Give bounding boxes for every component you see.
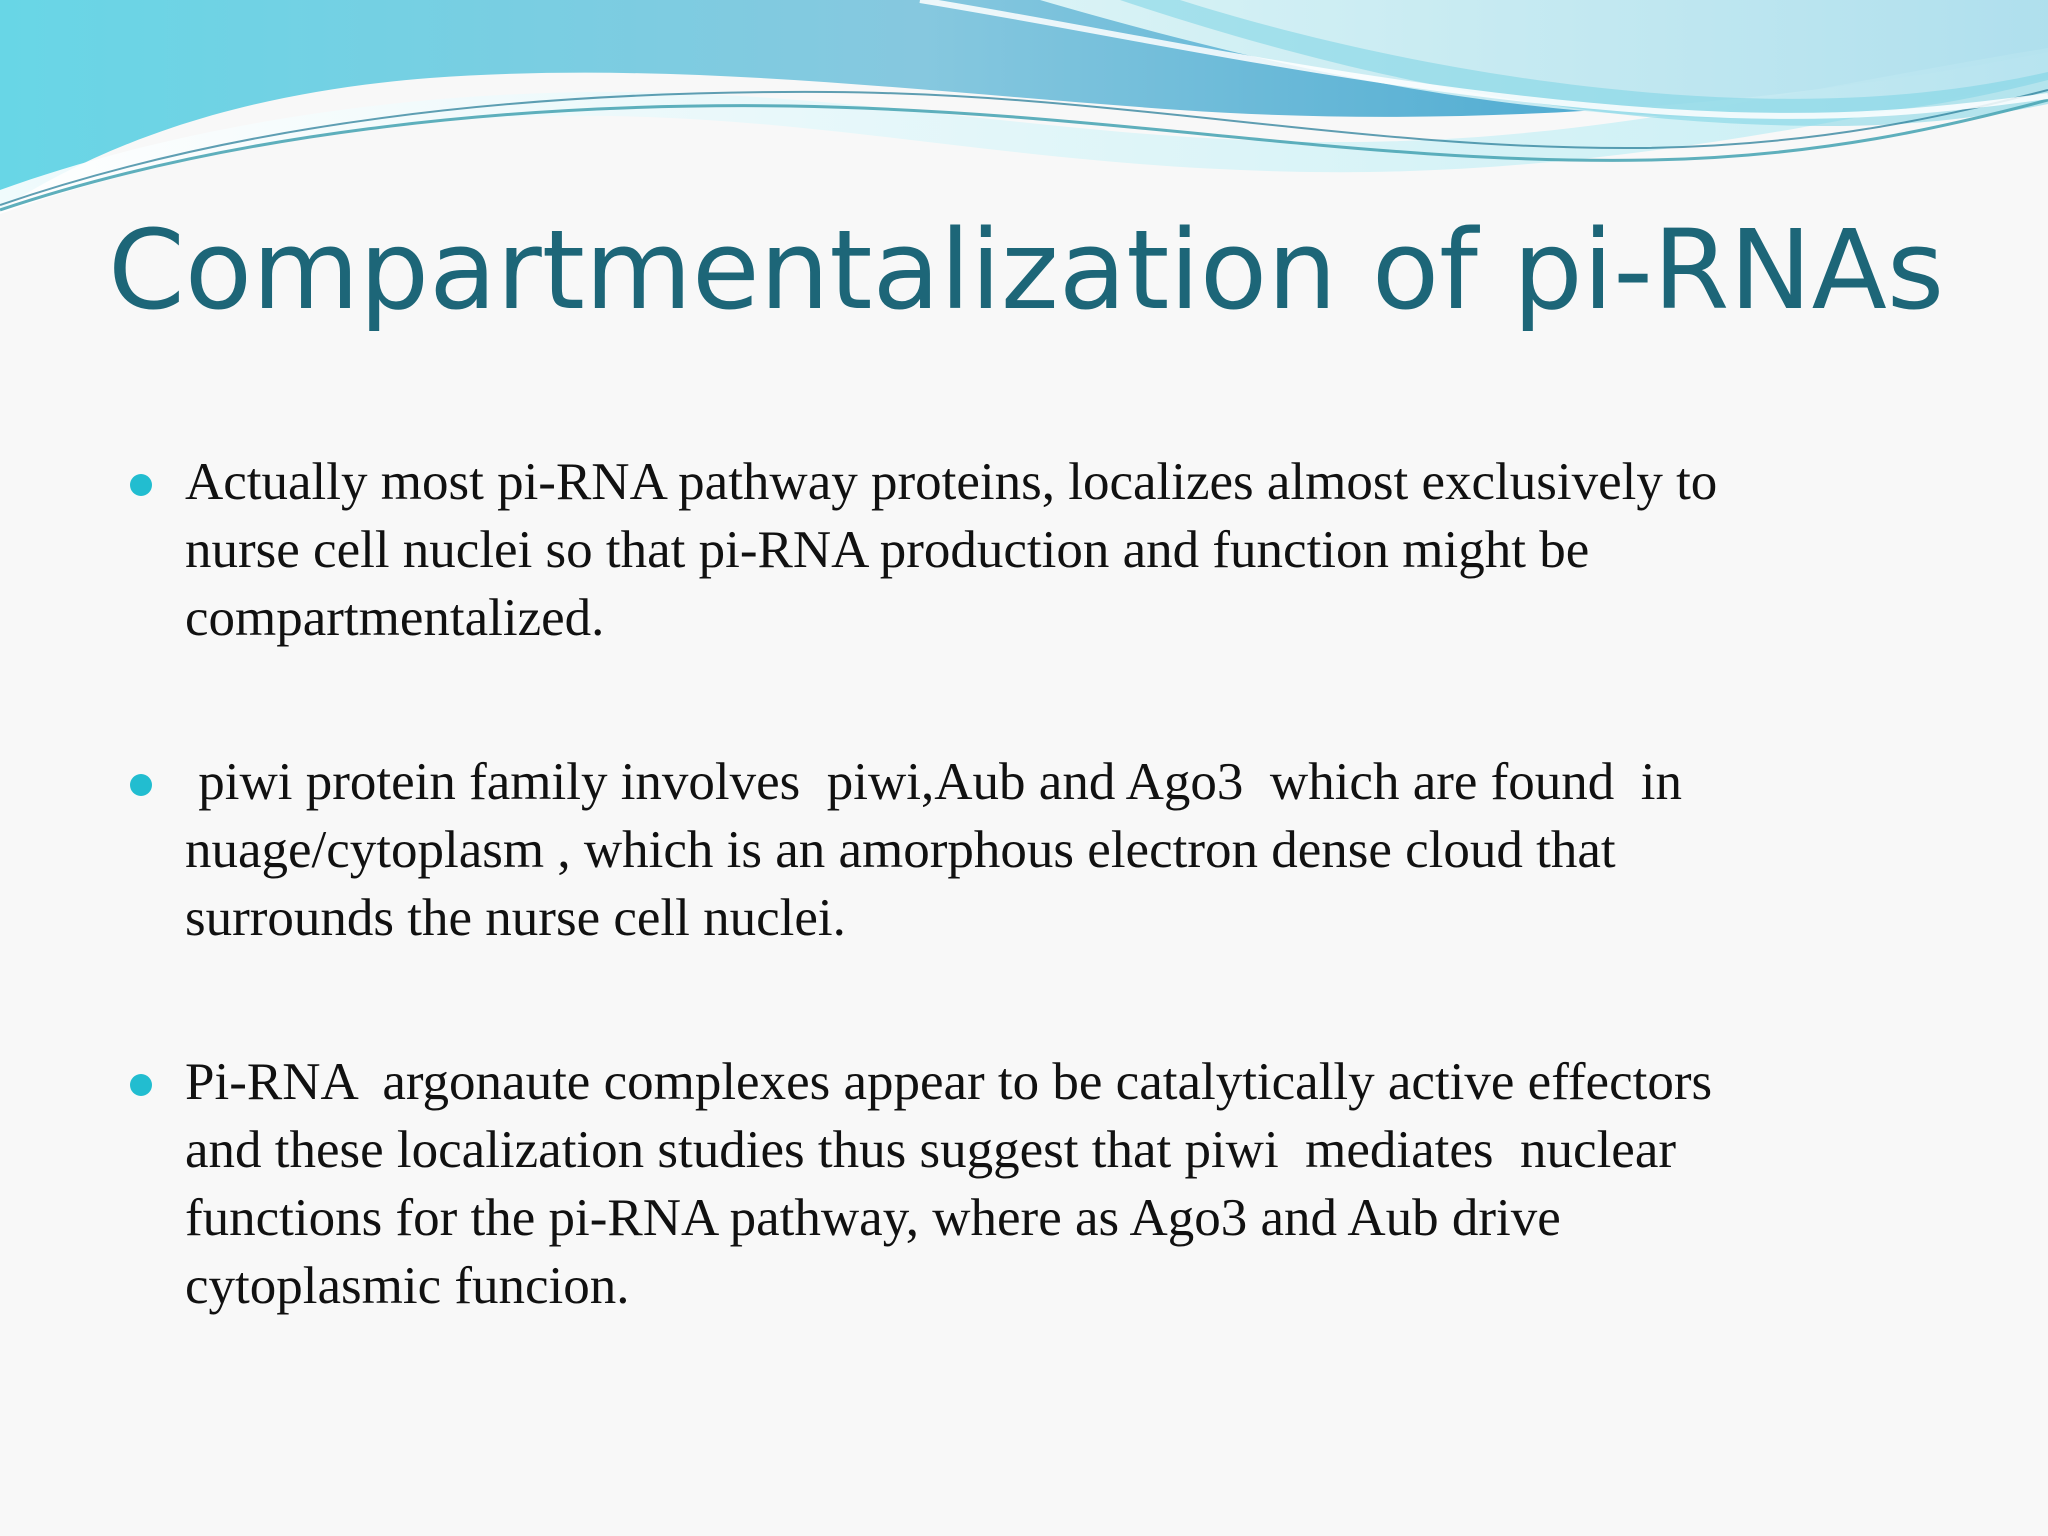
bullet-text <box>185 748 1975 952</box>
bullet-dot-icon <box>130 474 152 496</box>
bullet-line: Actually most pi-RNA pathway proteins, localizes almost exclusively to <box>185 453 1718 511</box>
bullet-line: nurse cell nuclei so that pi-RNA production and function might be <box>185 521 1590 579</box>
bullet-line: compartmentalized. <box>185 589 605 647</box>
bullet-line: cytoplasmic funcion. <box>185 1257 630 1315</box>
slide-title: Compartmentalization of pi-RNAs <box>108 206 1945 334</box>
bullet-dot-icon <box>130 774 152 796</box>
bullet-line: functions for the pi-RNA pathway, where as Ago3 and Aub drive <box>185 1189 1561 1247</box>
bullet-text <box>185 1048 1975 1320</box>
bullet-line: surrounds the nurse cell nuclei. <box>185 889 846 947</box>
bullet-text <box>185 448 1975 652</box>
bullet-line: nuage/cytoplasm , which is an amorphous electron dense cloud that <box>185 821 1616 879</box>
bullet-dot-icon <box>130 1074 152 1096</box>
bullet-line: and these localization studies thus suggest that piwi mediates nuclear <box>185 1121 1676 1179</box>
bullet-line: piwi protein family involves piwi,Aub and Ago3 which are found in <box>185 753 1683 811</box>
bullet-line: Pi-RNA argonaute complexes appear to be catalytically active effectors <box>185 1053 1713 1111</box>
